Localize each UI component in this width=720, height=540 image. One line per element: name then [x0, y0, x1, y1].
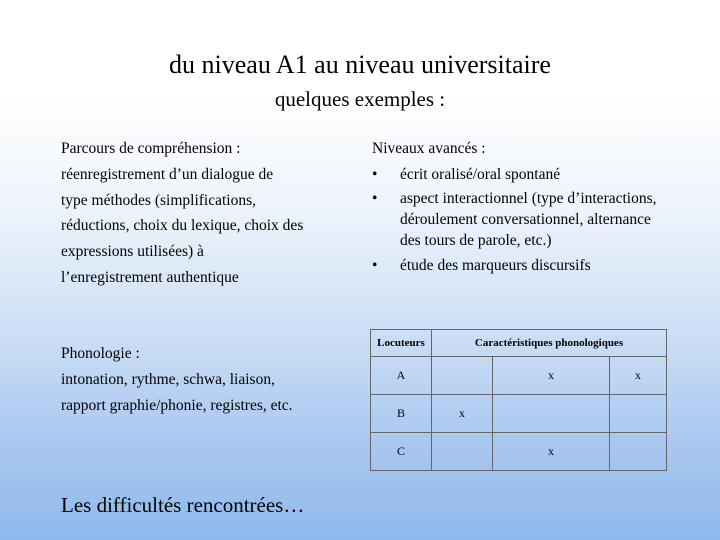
- list-item-text: étude des marqueurs discursifs: [400, 257, 591, 274]
- table-cell: [610, 395, 667, 433]
- comprehension-line: réenregistrement d’un dialogue de: [61, 165, 274, 183]
- list-item: [372, 164, 662, 185]
- advanced-levels-list: [372, 164, 662, 276]
- phonologie-line: rapport graphie/phonie, registres, etc.: [61, 396, 293, 414]
- comprehension-line: réductions, choix du lexique, choix des: [61, 217, 304, 235]
- list-item-text: écrit oralisé/oral spontané: [400, 166, 561, 183]
- table-cell: x: [493, 357, 610, 395]
- list-item-text: aspect interactionnel (type d’interactions, déroulement conversationnel, alternance des tours de parole, etc.): [400, 190, 657, 249]
- table-row: [371, 395, 667, 433]
- bullet-icon: •: [372, 190, 378, 207]
- slide-subtitle: quelques exemples :: [274, 87, 446, 111]
- comprehension-line: l’enregistrement authentique: [61, 268, 239, 286]
- phonology-table: [370, 329, 667, 471]
- advanced-levels-heading: Niveaux avancés :: [372, 140, 486, 157]
- list-item: [372, 255, 662, 276]
- table-cell: x: [610, 357, 667, 395]
- speaker-cell: A: [371, 357, 432, 395]
- bullet-icon: •: [372, 257, 378, 274]
- table-cell: [493, 395, 610, 433]
- phonologie-line: Phonologie :: [61, 345, 140, 362]
- table-cell: x: [432, 395, 493, 433]
- advanced-levels-section: [372, 136, 662, 276]
- table-cell: x: [493, 433, 610, 471]
- bullet-icon: •: [372, 166, 378, 183]
- comprehension-line: expressions utilisées) à: [61, 243, 204, 261]
- comprehension-line: type méthodes (simplifications,: [61, 191, 257, 209]
- table-header-row: [371, 330, 667, 357]
- table-cell: [432, 357, 493, 395]
- list-item: [372, 188, 662, 251]
- speaker-cell: C: [371, 433, 432, 471]
- slide-title: du niveau A1 au niveau universitaire: [169, 50, 551, 79]
- phonologie-paragraph: [61, 341, 361, 418]
- header-speakers: Locuteurs: [371, 330, 432, 357]
- table-row: [371, 433, 667, 471]
- difficulties-footer: Les difficultés rencontrées…: [61, 493, 305, 517]
- table-cell: [610, 433, 667, 471]
- phonologie-line: intonation, rythme, schwa, liaison,: [61, 370, 275, 388]
- comprehension-paragraph: [61, 136, 361, 291]
- table-cell: [432, 433, 493, 471]
- header-phonological-features: Caractéristiques phonologiques: [432, 330, 667, 357]
- comprehension-line: Parcours de compréhension :: [61, 140, 241, 157]
- table-row: [371, 357, 667, 395]
- speaker-cell: B: [371, 395, 432, 433]
